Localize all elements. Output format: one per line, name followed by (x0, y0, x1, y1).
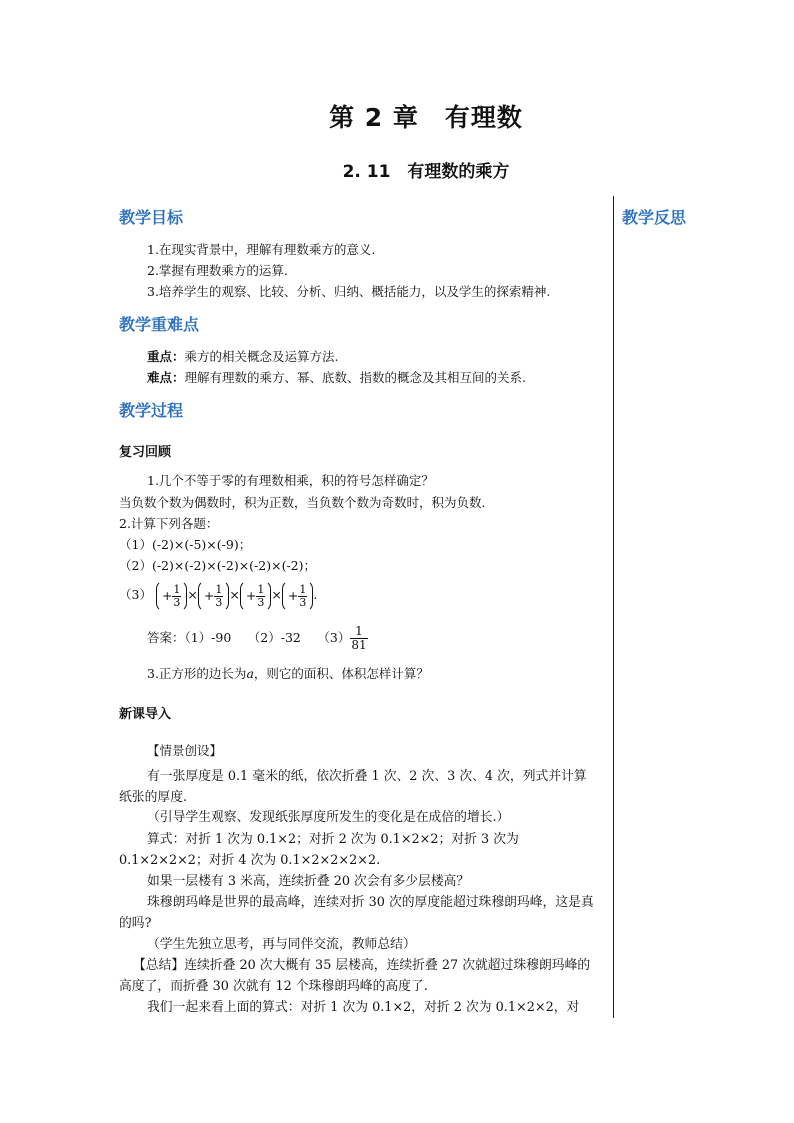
times-sign: × (271, 587, 282, 602)
new-lesson-heading: 新课导入 (119, 707, 172, 722)
review-answer (147, 623, 368, 653)
lesson-paragraph: 珠穆朗玛峰是世界的最高峰，连续对折 30 次的厚度能超过珠穆朗玛峰，这是真的吗? (119, 895, 594, 931)
plus-sign: + (203, 587, 215, 603)
summary-paragraph (119, 956, 594, 997)
objective-item: 1.在现实背景中，理解有理数乘方的意义. (147, 242, 376, 257)
scenario-label: 【情景创设】 (147, 743, 223, 758)
review-q3: 3.正方形的边长为a，则它的面积、体积怎样计算？ (147, 666, 429, 681)
lesson-paragraph: （学生先独立思考，再与同伴交流，教师总结） (147, 937, 416, 952)
lesson-paragraph: 我们一起来看上面的算式：对折 1 次为 0.1×2，对折 2 次为 0.1×2×2，对 (147, 1000, 580, 1015)
review-q2: 2.计算下列各题： (119, 516, 219, 531)
difficulty-text: 理解有理数的乘方、幂、底数、指数的概念及其相互间的关系. (184, 370, 526, 385)
answer-label: 答案：（1）-90 （2）-32 （3） (147, 630, 351, 645)
fraction: $\frac{1}{3}$ (257, 582, 265, 609)
review-q2-2: （2）(-2)×(-2)×(-2)×(-2)×(-2)； (119, 558, 316, 573)
fraction-group (198, 580, 229, 612)
plus-sign: + (245, 587, 257, 603)
fraction-group (282, 580, 313, 612)
difficulty-line (147, 368, 526, 387)
plus-sign: + (161, 587, 173, 603)
objective-item: 2.掌握有理数乘方的运算. (147, 263, 288, 278)
review-a1: 当负数个数为偶数时，积为正数，当负数个数为奇数时，积为负数. (119, 495, 486, 510)
summary-label: 【总结】 (133, 958, 185, 973)
fraction: $\frac{1}{3}$ (299, 582, 307, 609)
lesson-paragraph: 有一张厚度是 0.1 毫米的纸，依次折叠 1 次、2 次、3 次、4 次，列式并计算纸张的厚度. (119, 769, 587, 805)
difficulty-label: 难点： (147, 370, 185, 385)
reflection-heading: 教学反思 (622, 208, 687, 227)
fraction-group (240, 580, 271, 612)
answer-fraction: $\frac{1}{81}$ (351, 624, 367, 652)
fraction: $\frac{1}{3}$ (215, 582, 223, 609)
process-heading: 教学过程 (119, 401, 184, 420)
q2-3-label: （3） (119, 587, 152, 602)
period: . (313, 587, 318, 602)
fraction: $\frac{1}{3}$ (173, 582, 181, 609)
objective-item: 3.培养学生的观察、比较、分析、归纳、概括能力，以及学生的探索精神. (147, 284, 551, 299)
review-q2-3 (119, 578, 317, 612)
summary-text: 连续折叠 20 次大概有 35 层楼高，连续折叠 27 次就超过珠穆朗玛峰的高度了，而折叠 30 次就有 12 个珠穆朗玛峰的高度了. (119, 958, 591, 994)
review-heading: 复习回顾 (119, 445, 172, 460)
plus-sign: + (287, 587, 299, 603)
times-sign: × (187, 587, 198, 602)
objectives-heading: 教学目标 (119, 208, 184, 227)
column-divider (613, 196, 614, 1018)
fraction-group (156, 580, 187, 612)
review-q1: 1.几个不等于零的有理数相乘，积的符号怎样确定？ (147, 473, 434, 488)
focus-line (147, 347, 339, 366)
key-points-heading: 教学重难点 (119, 315, 200, 334)
chapter-title: 第 2 章 有理数 (329, 103, 523, 132)
section-title: 2. 11 有理数的乘方 (342, 162, 510, 182)
focus-text: 乘方的相关概念及运算方法. (184, 349, 339, 364)
lesson-paragraph: 如果一层楼有 3 米高，连续折叠 20 次会有多少层楼高？ (147, 874, 470, 889)
times-sign: × (229, 587, 240, 602)
lesson-paragraph: （引导学生观察、发现纸张厚度所发生的变化是在成倍的增长.） (147, 810, 510, 825)
review-q2-1: （1）(-2)×(-5)×(-9)； (119, 537, 252, 552)
focus-label: 重点： (147, 349, 185, 364)
lesson-paragraph: 算式：对折 1 次为 0.1×2；对折 2 次为 0.1×2×2；对折 3 次为 0.1×2×2×2；对折 4 次为 0.1×2×2×2×2. (119, 832, 519, 868)
